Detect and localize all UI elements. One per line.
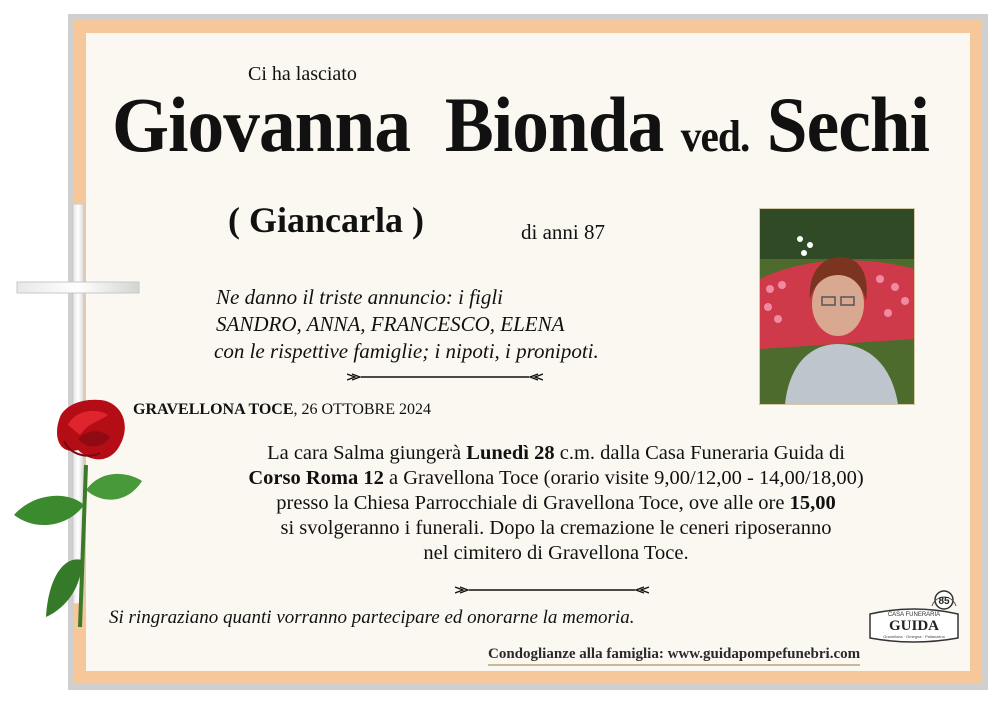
announce-line: Ne danno il triste annuncio: i figli	[216, 285, 503, 309]
ornament-divider	[455, 585, 649, 595]
arrival-day: Lunedì 28	[466, 442, 555, 464]
deceased-name	[112, 81, 930, 168]
middle-name: Bionda	[444, 81, 664, 168]
first-name: Giovanna	[112, 81, 411, 168]
logo-sub: Gravellona · Omegna · Pallanzeno	[883, 634, 945, 639]
age: di anni 87	[521, 220, 605, 244]
place-date	[133, 401, 431, 419]
announce-line: SANDRO, ANNA, FRANCESCO, ELENA	[216, 312, 565, 336]
text: a Gravellona Toce (orario visite 9,00/12,00 - 14,00/18,00)	[383, 467, 864, 489]
nickname: ( Giancarla )	[228, 200, 424, 240]
logo-badge: 85	[938, 596, 950, 607]
funeral-details	[150, 441, 962, 566]
funeral-home-logo	[866, 590, 962, 648]
intro-text: Ci ha lasciato	[248, 63, 357, 85]
logo-name: GUIDA	[888, 618, 940, 634]
address: Corso Roma 12	[248, 467, 384, 489]
text: c.m. dalla Casa Funeraria Guida di	[554, 442, 845, 464]
funeral-time: 15,00	[789, 492, 836, 514]
portrait-photo	[759, 208, 915, 405]
logo-top: CASA FUNERARIA	[887, 612, 941, 618]
condolences-link[interactable]: Condoglianze alla famiglia: www.guidapompefunebri.com	[488, 646, 860, 666]
funeral-line	[150, 491, 962, 516]
text: La cara Salma giungerà	[267, 442, 467, 464]
date: , 26 OTTOBRE 2024	[293, 401, 431, 418]
funeral-line	[150, 441, 962, 466]
ved-label: ved.	[680, 112, 750, 161]
announce-line: con le rispettive famiglie; i nipoti, i pronipoti.	[214, 339, 599, 363]
ornament-divider	[347, 372, 543, 382]
funeral-line: si svolgeranno i funerali. Dopo la cremazione le ceneri riposeranno	[280, 517, 832, 539]
text: presso la Chiesa Parrocchiale di Gravellona Toce, ove alle ore	[276, 492, 790, 514]
rose-icon	[8, 395, 148, 630]
announcement	[196, 284, 599, 365]
funeral-line: nel cimitero di Gravellona Toce.	[423, 542, 689, 564]
funeral-line	[150, 466, 962, 491]
thanks-text: Si ringraziano quanti vorranno partecipare ed onorarne la memoria.	[109, 607, 635, 628]
place: GRAVELLONA TOCE	[133, 401, 294, 418]
last-name: Sechi	[766, 81, 930, 168]
